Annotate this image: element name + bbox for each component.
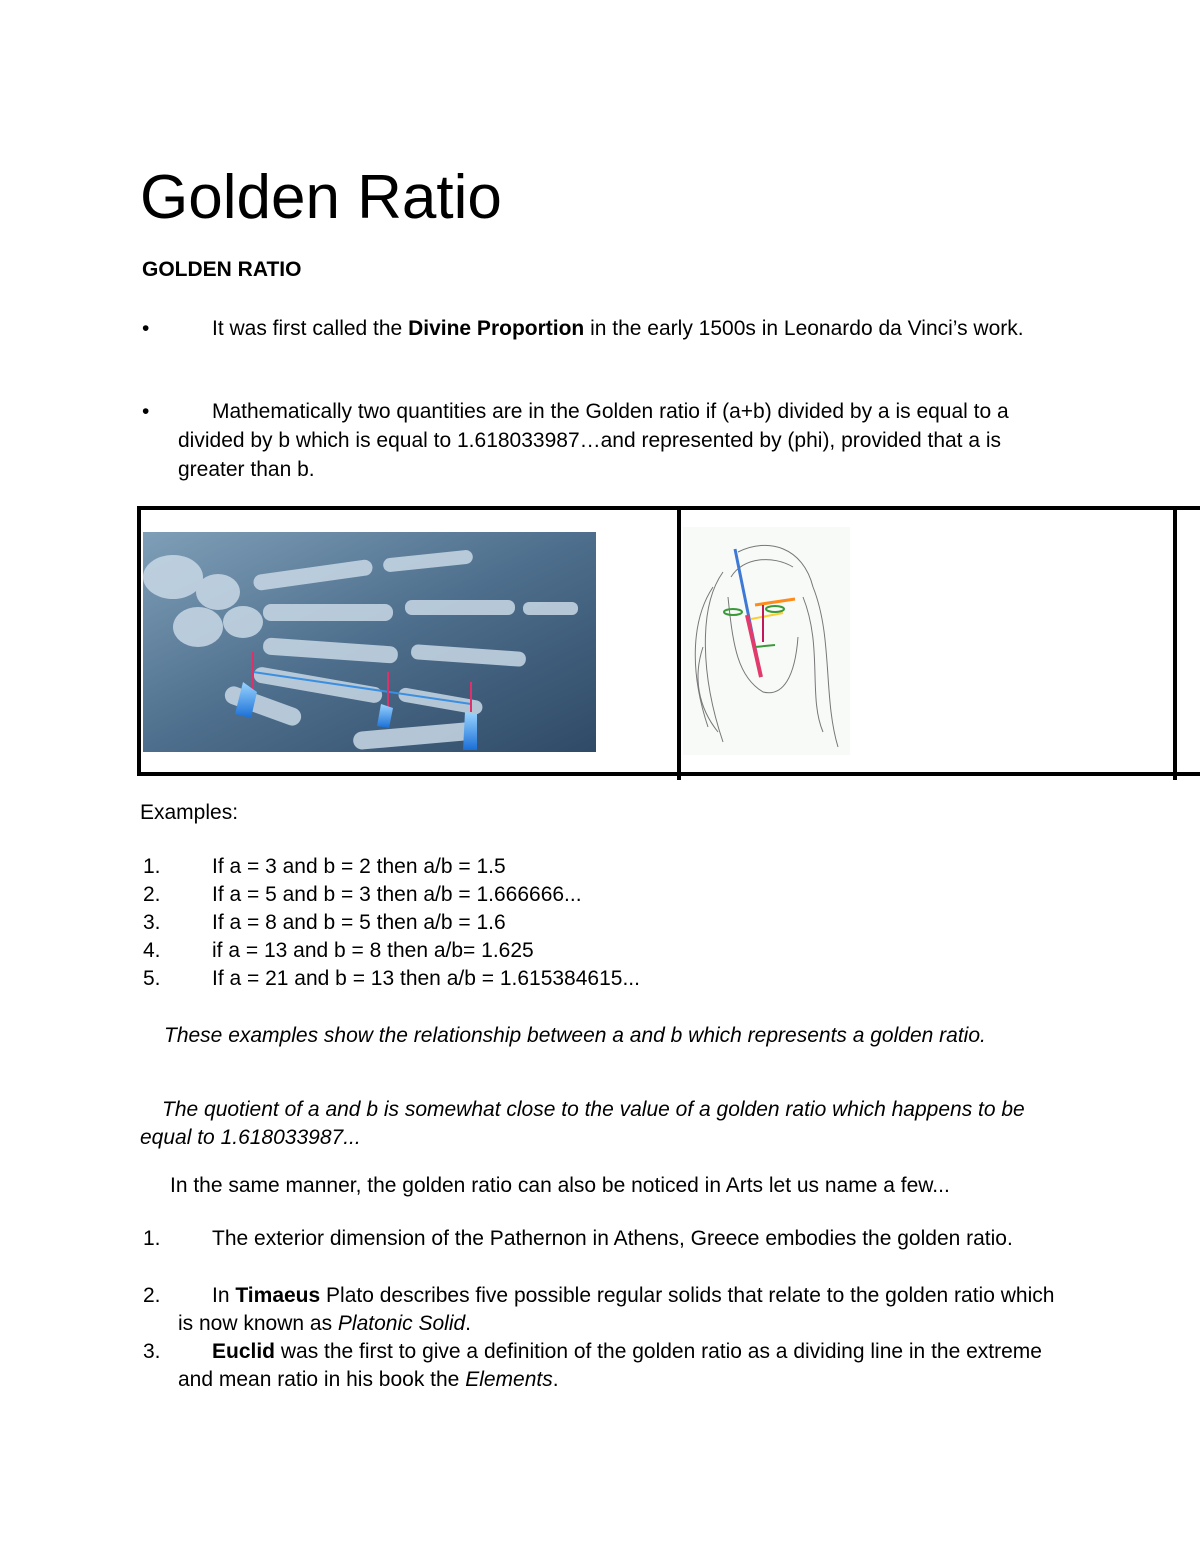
list-number: 2. xyxy=(143,883,161,906)
bullet-text: Mathematically two quantities are in the Golden ratio if (a+b) divided by a is equal to a divided by b which is equal to 1.618033987…and represented by (phi), provided that a is greater than b. xyxy=(178,400,1009,481)
bullet-dot: • xyxy=(142,317,150,340)
bold-term-divine-proportion: Divine Proportion xyxy=(408,317,585,340)
list-text: Euclid was the first to give a definition of the golden ratio as a dividing line in the extreme and mean ratio in his book the Elements. xyxy=(178,1340,1042,1391)
list-number: 1. xyxy=(143,1227,161,1250)
list-number: 4. xyxy=(143,939,161,962)
list-text: If a = 8 and b = 5 then a/b = 1.6 xyxy=(212,911,506,934)
table-divider xyxy=(677,506,681,780)
list-text: In Timaeus Plato describes five possible regular solids that relate to the golden ratio which is now known as Platonic Solid. xyxy=(178,1284,1055,1335)
italic-paragraph: The quotient of a and b is somewhat close to the value of a golden ratio which happens to be equal to 1.618033987... xyxy=(140,1098,1025,1149)
list-text: if a = 13 and b = 8 then a/b= 1.625 xyxy=(212,939,534,962)
italic-term-platonic-solid: Platonic Solid xyxy=(337,1312,466,1335)
examples-label: Examples: xyxy=(140,801,239,824)
bullet-dot: • xyxy=(142,400,150,423)
arts-intro: In the same manner, the golden ratio can also be noticed in Arts let us name a few... xyxy=(170,1174,950,1197)
hand-xray-image xyxy=(143,532,596,752)
list-text: If a = 21 and b = 13 then a/b = 1.615384615... xyxy=(212,967,640,990)
italic-paragraph: These examples show the relationship between a and b which represents a golden ratio. xyxy=(164,1024,986,1047)
page-title: Golden Ratio xyxy=(140,163,502,232)
bold-term-euclid: Euclid xyxy=(212,1340,276,1363)
list-number: 1. xyxy=(143,855,161,878)
italic-term-elements: Elements xyxy=(465,1368,553,1391)
list-number: 3. xyxy=(143,1340,161,1363)
list-number: 3. xyxy=(143,911,161,934)
list-text: If a = 5 and b = 3 then a/b = 1.666666... xyxy=(212,883,582,906)
face-sketch-image xyxy=(683,527,850,755)
list-number: 5. xyxy=(143,967,161,990)
bullet-text: It was first called the Divine Proportion in the early 1500s in Leonardo da Vinci’s work. xyxy=(212,317,1024,340)
list-text: The exterior dimension of the Pathernon in Athens, Greece embodies the golden ratio. xyxy=(212,1227,1013,1250)
section-heading: GOLDEN RATIO xyxy=(142,258,302,281)
table-divider xyxy=(1173,506,1177,780)
list-number: 2. xyxy=(143,1284,161,1307)
bold-term-timaeus: Timaeus xyxy=(235,1284,321,1307)
list-text: If a = 3 and b = 2 then a/b = 1.5 xyxy=(212,855,506,878)
